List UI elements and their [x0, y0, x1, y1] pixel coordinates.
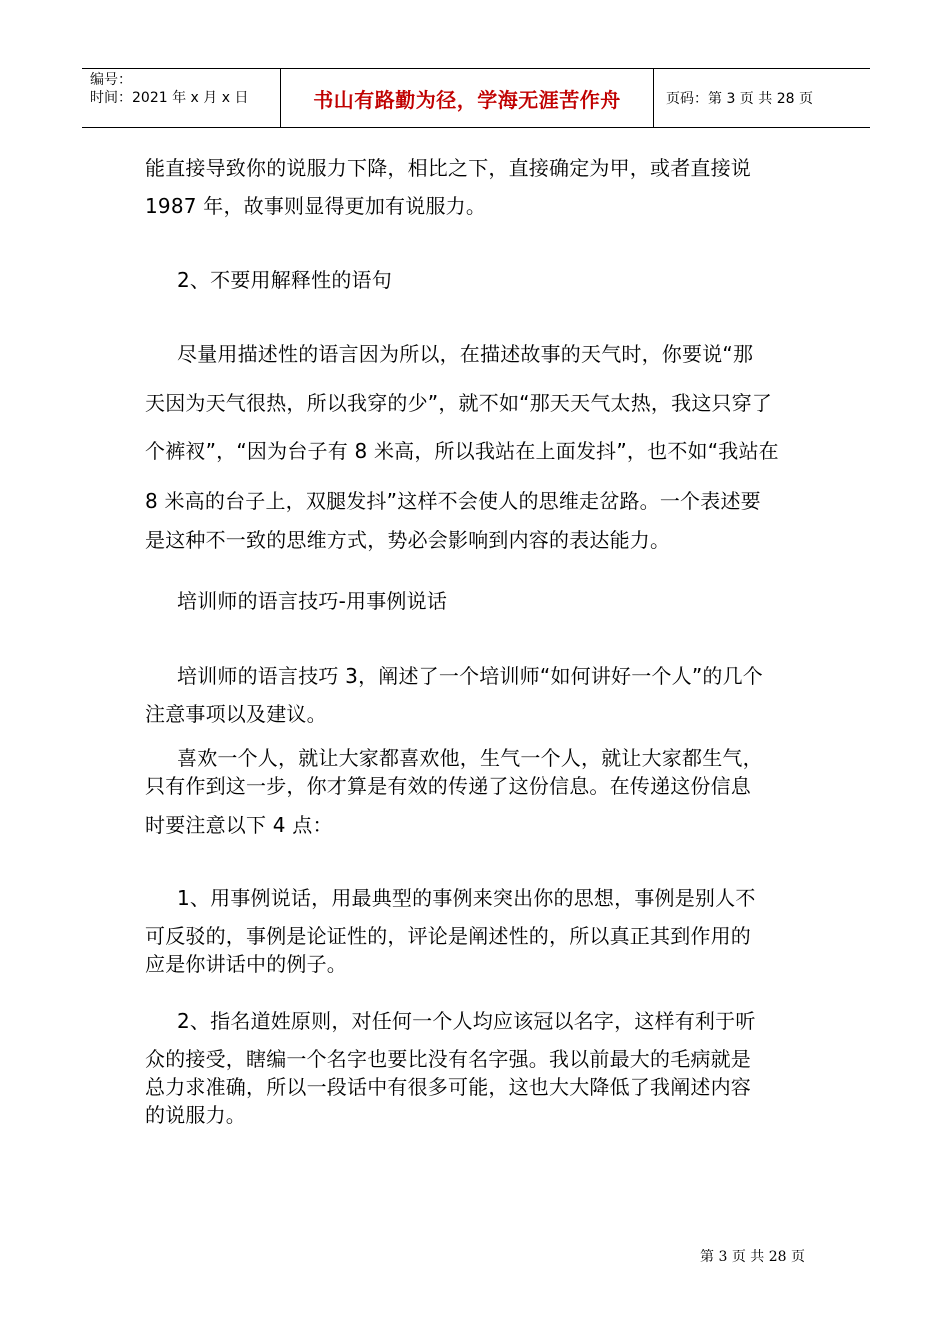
text-line: 8 米高的台子上，双腿发抖”这样不会使人的思维走岔路。一个表述要	[145, 489, 761, 513]
section-heading: 2、不要用解释性的语句	[177, 268, 392, 292]
document-time-label: 时间：2021 年 x 月 x 日	[90, 90, 249, 106]
text-line: 尽量用描述性的语言因为所以，在描述故事的天气时，你要说“那	[177, 342, 754, 366]
text-line: 培训师的语言技巧 3，阐述了一个培训师“如何讲好一个人”的几个	[177, 664, 764, 688]
text-line: 1、用事例说话，用最典型的事例来突出你的思想，事例是别人不	[177, 886, 756, 910]
text-line: 注意事项以及建议。	[145, 702, 327, 726]
text-line: 时要注意以下 4 点：	[145, 813, 333, 837]
header-page-number: 页码：第 3 页 共 28 页	[666, 91, 813, 107]
text-line: 应是你讲话中的例子。	[145, 952, 347, 976]
text-line: 2、指名道姓原则，对任何一个人均应该冠以名字，这样有利于听	[177, 1009, 756, 1033]
text-line: 天因为天气很热，所以我穿的少”，就不如“那天天气太热，我这只穿了	[145, 391, 773, 415]
text-line: 个裤衩”，“因为台子有 8 米高，所以我站在上面发抖”，也不如“我站在	[145, 439, 779, 463]
page-header	[82, 68, 870, 128]
text-line: 的说服力。	[145, 1103, 246, 1127]
text-line: 能直接导致你的说服力下降，相比之下，直接确定为甲，或者直接说	[145, 156, 751, 180]
page-footer-number: 第 3 页 共 28 页	[700, 1249, 805, 1265]
text-line: 1987 年，故事则显得更加有说服力。	[145, 194, 487, 218]
header-motto: 书山有路勤为径，学海无涯苦作舟	[281, 69, 654, 127]
text-line: 众的接受，瞎编一个名字也要比没有名字强。我以前最大的毛病就是	[145, 1047, 751, 1071]
text-line: 喜欢一个人，就让大家都喜欢他，生气一个人，就让大家都生气，	[177, 746, 763, 770]
section-heading: 培训师的语言技巧-用事例说话	[177, 589, 448, 613]
header-info-cell	[82, 69, 281, 127]
text-line: 总力求准确，所以一段话中有很多可能，这也大大降低了我阐述内容	[145, 1075, 751, 1099]
text-line: 只有作到这一步，你才算是有效的传递了这份信息。在传递这份信息	[145, 774, 751, 798]
text-line: 是这种不一致的思维方式，势必会影响到内容的表达能力。	[145, 528, 671, 552]
document-number-label: 编号：	[90, 72, 132, 88]
text-line: 可反驳的，事例是论证性的，评论是阐述性的，所以真正其到作用的	[145, 924, 751, 948]
